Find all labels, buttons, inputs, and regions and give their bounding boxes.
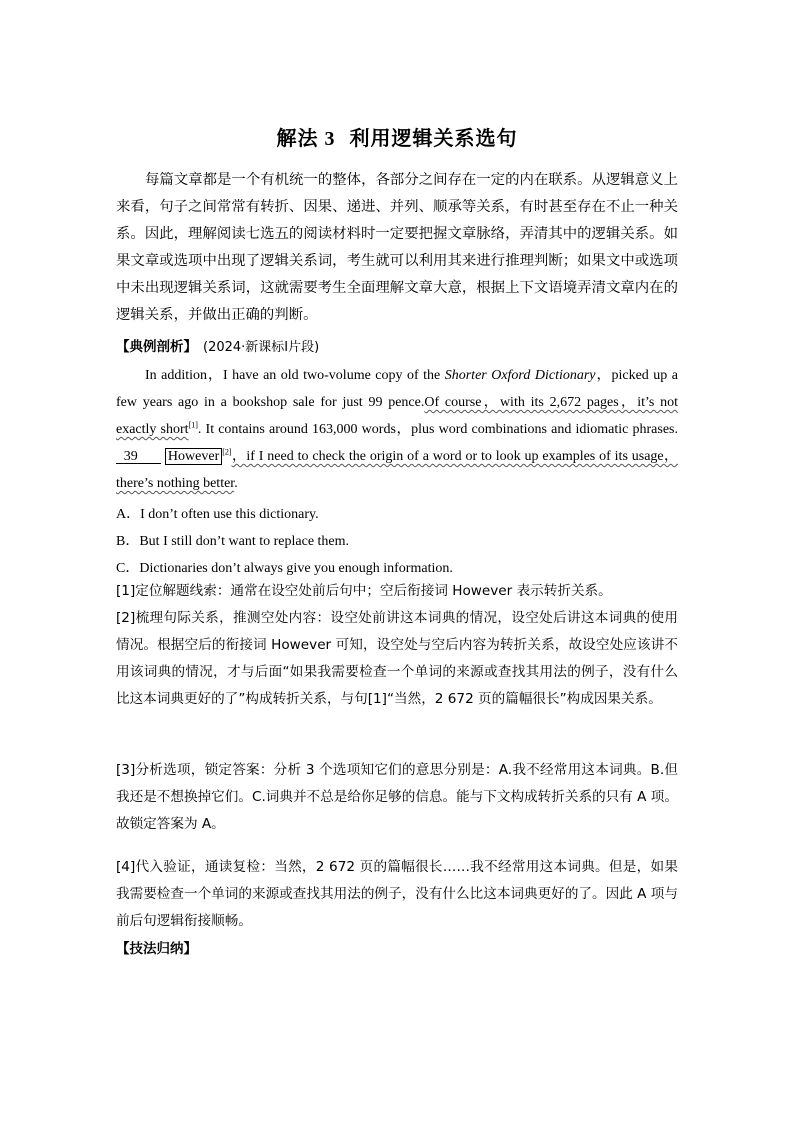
example-heading	[116, 335, 319, 355]
summary-label: 【技法归纳】	[116, 941, 197, 957]
analysis-note-3: [3]分析选项，锁定答案：分析 3 个选项知它们的意思分别是：A.我不经常用这本词典。B.但我还是不想换掉它们。C.词典并不总是给你足够的信息。能与下文构成转折关系的只有 A 项。故锁定答案为 A。	[116, 762, 678, 832]
example-source: (2024·新课标Ⅰ片段)	[203, 340, 320, 355]
book-title: Shorter Oxford Dictionary	[444, 368, 596, 383]
analysis-note-4: [4]代入验证，通读复检：当然，2 672 页的篇幅很长……我不经常用这本词典。但是，如果我需要检查一个单词的来源或查找其用法的例子，没有什么比这本词典更好的了。因此 A 项与前后句逻辑衔接顺畅。	[116, 859, 678, 929]
example-label: 【典例剖析】	[116, 339, 197, 355]
clue-sentence-2: ，if I need to check the origin of a word or to look up examples of its usage，there’s nothing better	[116, 449, 679, 491]
passage-text: In addition，I have an old two-volume copy of the	[145, 368, 445, 383]
analysis-note-2: [2]梳理句际关系，推测空处内容：设空处前讲这本词典的情况，设空处后讲这本词典的使用情况。根据空后的衔接词 However 可知，设空处与空后内容为转折关系，故设空处应该讲不用该词典的情况，才与后面“如果我需要检查一个单词的来源或查找其用法的例子，没有什么比这本词典更好的了”构成转折关系，与句[1]“当然，2 672 页的篇幅很长”构成因果关系。	[116, 610, 678, 707]
blank-39: 39	[123, 449, 138, 464]
reading-passage	[116, 362, 678, 497]
passage-paragraph	[116, 362, 678, 497]
passage-text: ，picked up a few years ago in a bookshop sale for just 99 pence.	[116, 368, 678, 410]
option-a: A．I don’t often use this dictionary.	[116, 507, 319, 522]
marker-1: [1]	[188, 420, 198, 430]
passage-text: .	[234, 476, 238, 491]
option-c: C．Dictionaries don’t always give you enough information.	[116, 561, 453, 576]
intro-paragraph: 每篇文章都是一个有机统一的整体，各部分之间存在一定的内在联系。从逻辑意义上来看，句子之间常常有转折、因果、递进、并列、顺承等关系，有时甚至存在不止一种关系。因此，理解阅读七选五的阅读材料时一定要把握文章脉络，弄清其中的逻辑关系。如果文章或选项中出现了逻辑关系词，考生就可以利用其来进行推理判断；如果文中或选项中未出现逻辑关系词，这就需要考生全面理解文章大意，根据上下文语境弄清文章内在的逻辑关系，并做出正确的判断。	[116, 172, 678, 323]
connector-however: However	[165, 448, 222, 465]
passage-text: . It contains around 163,000 words，plus word combinations and idiomatic phrases.	[197, 422, 678, 437]
title-number: 解法 3	[276, 128, 336, 150]
marker-2: [2]	[222, 447, 232, 457]
summary-heading	[116, 937, 197, 957]
analysis-note-1: [1]定位解题线索：通常在设空处前后句中；空后衔接词 However 表示转折关系。	[116, 583, 612, 599]
option-b: B．But I still don’t want to replace them.	[116, 534, 350, 549]
clue-sentence-1: Of course，with its 2,672 pages，it’s not exactly short	[116, 395, 679, 437]
title-text: 利用逻辑关系选句	[349, 126, 518, 150]
page-title	[0, 122, 794, 151]
